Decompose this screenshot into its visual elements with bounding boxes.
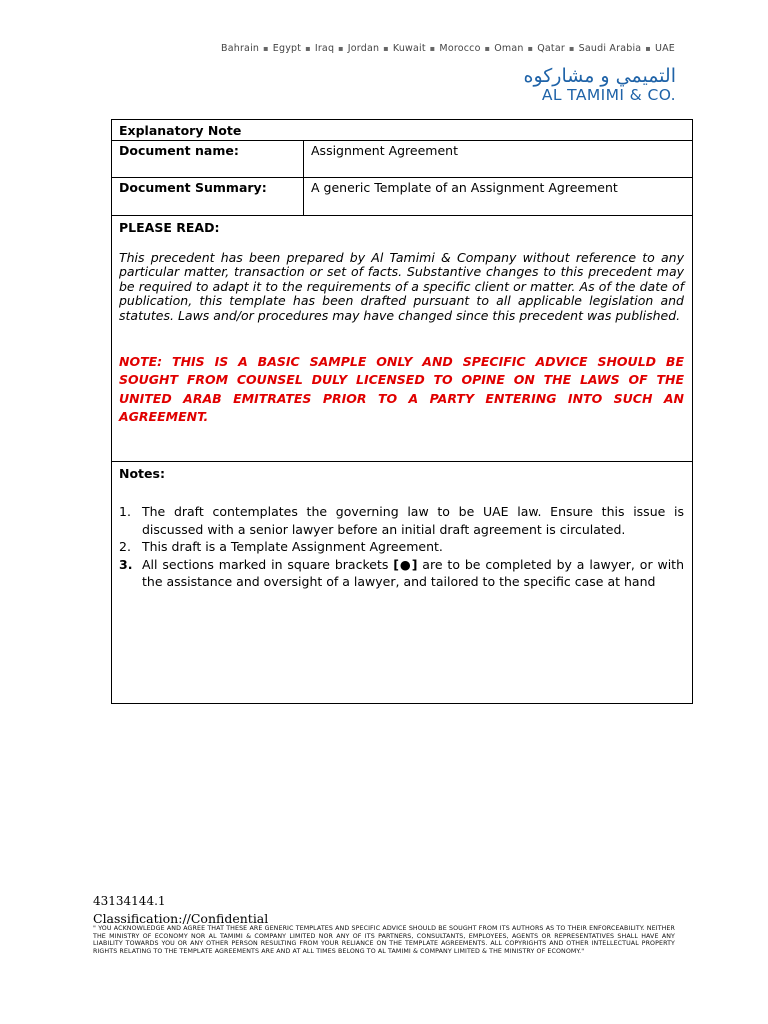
notes-heading: Notes:: [119, 466, 165, 481]
separator-dot: ▪: [383, 44, 389, 53]
separator-dot: ▪: [263, 44, 269, 53]
note-item: [119, 556, 684, 591]
document-name-row: [112, 140, 692, 178]
country-list: [221, 43, 675, 54]
country-item: UAE: [654, 43, 675, 54]
separator-dot: ▪: [527, 44, 534, 53]
please-read-row: [112, 215, 692, 462]
document-name-value: Assignment Agreement: [311, 143, 458, 158]
placeholder-bracket: [●]: [393, 556, 418, 572]
note-number: 2.: [119, 539, 131, 554]
explanatory-note-header-row: [112, 120, 692, 141]
note-text-before: All sections marked in square brackets: [142, 556, 394, 572]
document-summary-value: A generic Template of an Assignment Agreement: [311, 180, 618, 195]
document-number: 43134144.1: [93, 894, 166, 908]
country-item: Qatar: [537, 43, 565, 54]
separator-dot: ▪: [429, 44, 436, 53]
note-number: 3.: [119, 556, 133, 572]
explanatory-note-title: Explanatory Note: [119, 123, 242, 138]
document-summary-label: Document Summary:: [112, 177, 304, 215]
classification-label: Classification://Confidential: [93, 911, 269, 926]
logo-arabic-text: التميمي و مشاركوه: [523, 65, 676, 87]
country-item: Kuwait: [392, 43, 426, 54]
country-item: Iraq: [314, 43, 335, 54]
country-item: Egypt: [272, 43, 302, 54]
separator-dot: ▪: [569, 44, 575, 53]
separator-dot: ▪: [645, 44, 651, 53]
country-item: Jordan: [347, 43, 380, 54]
disclaimer-text: " YOU ACKNOWLEDGE AND AGREE THAT THESE ARE GENERIC TEMPLATES AND SPECIFIC ADVICE SHOULD BE SOUGHT FROM ITS AUTHORS AS TO THEIR ENFORCEABILITY. NEITHER THE MINISTRY OF ECONOMY NOR AL TAMIMI & COMPANY LIMITED NOR ANY OF ITS PARTNERS, CONSULTANTS, EMPLOYEES, AGENTS OR REPRESENTATIVES SHALL HAVE ANY LIABILITY TOWARDS YOU OR ANY OTHER PERSON RESULTING FROM YOUR RELIANCE ON THE TEMPLATE AGREEMENTS. ALL COPYRIGHTS AND OTHER INTELLECTUAL PROPERTY RIGHTS RELATING TO THE TEMPLATE AGREEMENTS ARE AND AT ALL TIMES BELONG TO AL TAMIMI & COMPANY LIMITED & THE MINISTRY OF ECONOMY.": [93, 925, 675, 955]
country-item: Oman: [494, 43, 524, 54]
company-logo: [523, 66, 676, 104]
please-read-heading: PLEASE READ:: [119, 220, 220, 235]
explanatory-note-table: [111, 119, 693, 704]
notes-row: [112, 461, 692, 703]
logo-latin-text: AL TAMIMI & CO.: [541, 86, 676, 104]
note-number: 1.: [119, 504, 131, 519]
notes-list: [119, 503, 684, 591]
country-item: Saudi Arabia: [578, 43, 642, 54]
note-item: [119, 538, 684, 556]
note-text: This draft is a Template Assignment Agreement.: [142, 539, 443, 554]
note-text: The draft contemplates the governing law to be UAE law. Ensure this issue is discussed with a senior lawyer before an initial draft agreement is circulated.: [142, 504, 684, 537]
document-summary-row: [112, 177, 692, 216]
separator-dot: ▪: [338, 44, 344, 53]
separator-dot: ▪: [484, 44, 491, 53]
warning-note: NOTE: THIS IS A BASIC SAMPLE ONLY AND SPECIFIC ADVICE SHOULD BE SOUGHT FROM COUNSEL DULY LICENSED TO OPINE ON THE LAWS OF THE UNITED ARAB EMITRATES PRIOR TO A PARTY ENTERING INTO SUCH AN AGREEMENT.: [119, 354, 684, 424]
country-item: Morocco: [439, 43, 481, 54]
country-item: Bahrain: [220, 43, 260, 54]
document-name-label: Document name:: [112, 140, 304, 177]
note-text-after: are to be completed by a lawyer, or with the assistance and oversight of a lawyer, and tailored to the specific case at hand: [142, 556, 684, 589]
note-item: [119, 503, 684, 538]
precedent-paragraph: This precedent has been prepared by Al Tamimi & Company without reference to any particular matter, transaction or set of facts. Substantive changes to this precedent may be required to adapt it to the requirements of a specific client or matter. As of the date of publication, this template has been drafted pursuant to all applicable legislation and statutes. Laws and/or procedures may have changed since this precedent was published.: [119, 250, 684, 323]
separator-dot: ▪: [305, 44, 311, 53]
